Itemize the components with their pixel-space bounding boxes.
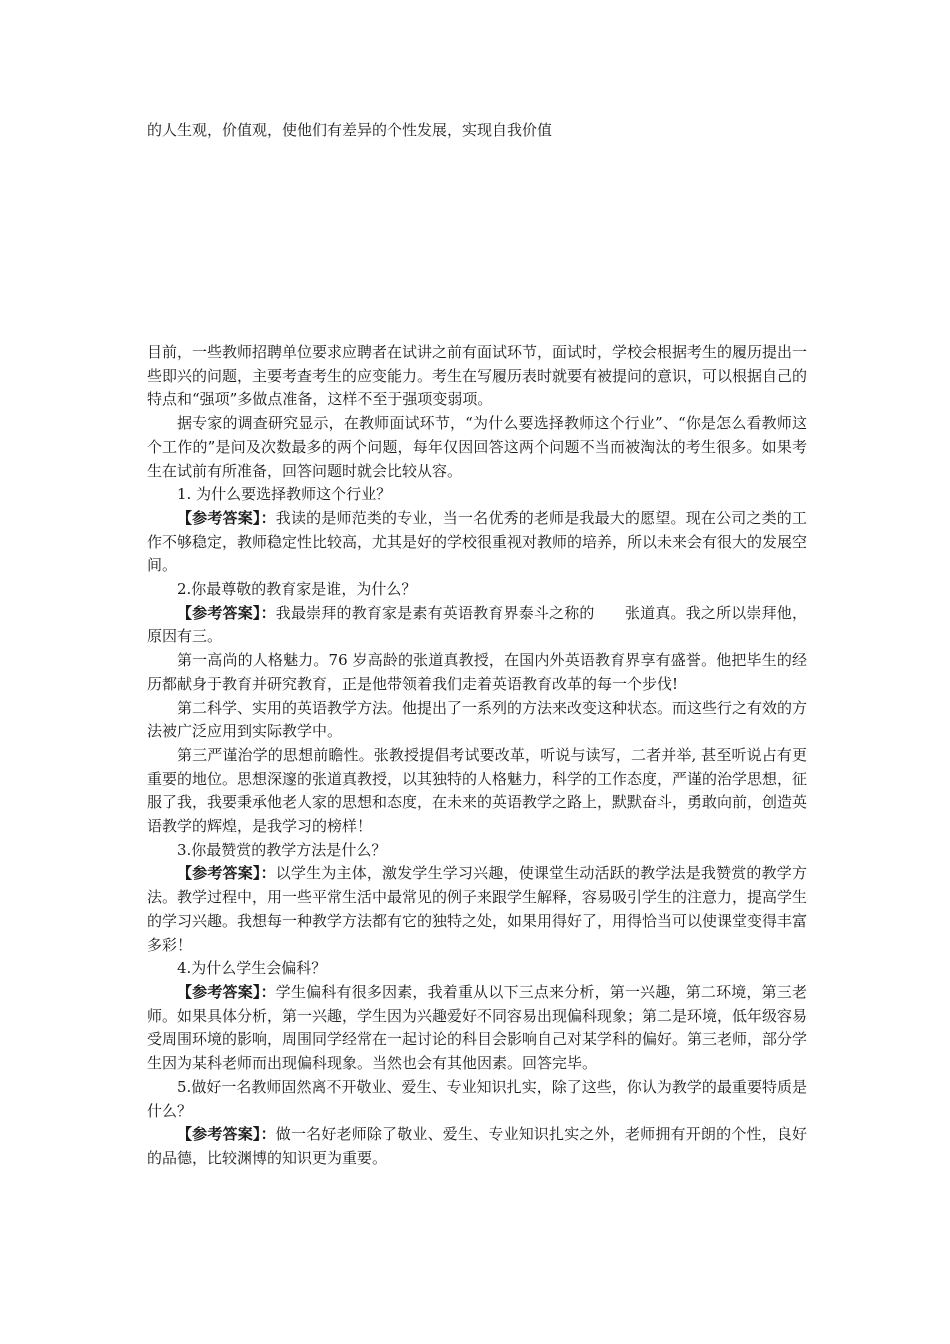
question-2: [147, 578, 807, 602]
answer-2: [147, 602, 807, 649]
paragraph-text: 据专家的调查研究显示，在教师面试环节，“为什么要选择教师这个行业”、“你是怎么看教师这个工作的”是问及次数最多的两个问题，每年仅因回答这两个问题不当而被淘汰的考生很多。如果考生在试前有所准备，回答问题时就会比较从容。: [147, 414, 807, 480]
answer-2-point-1: [147, 649, 807, 696]
answer-label: 【参考答案】：: [177, 1125, 276, 1144]
question-text: 2.你最尊敬的教育家是谁，为什么？: [177, 580, 417, 599]
answer-2-point-3: [147, 744, 807, 839]
question-1: [147, 483, 807, 507]
answer-label: 【参考答案】：: [177, 508, 276, 527]
question-text: 4.为什么学生会偏科？: [177, 959, 327, 978]
question-text: 5.做好一名教师固然离不开敬业、爱生、专业知识扎实，除了这些，你认为教学的最重要特质是什么？: [147, 1077, 807, 1120]
answer-2-point-2: [147, 697, 807, 744]
answer-text: 以学生为主体，激发学生学习兴趣，使课堂生动活跃的教学法是我赞赏的教学方法。教学过程中，用一些平常生活中最常见的例子来跟学生解释，容易吸引学生的注意力，提高学生的学习兴趣。我想每一种教学方法都有它的独特之处，如果用得好了，用得恰当可以使课堂变得丰富多彩！: [147, 864, 808, 954]
top-line-text: 的人生观，价值观，使他们有差异的个性发展，实现自我价值: [147, 121, 553, 139]
question-5: [147, 1076, 807, 1123]
answer-text: 做一名好老师除了敬业、爱生、专业知识扎实之外，老师拥有开朗的个性，良好的品德，比较渊博的知识更为重要。: [147, 1125, 807, 1167]
question-text: 1. 为什么要选择教师这个行业？: [177, 485, 392, 504]
paragraph-text: 第一高尚的人格魅力。76 岁高龄的张道真教授，在国内外英语教育界享有盛誉。他把毕生的经历都献身于教育并研究教育，正是他带领着我们走着英语教育改革的每一个步伐!: [147, 651, 807, 693]
paragraph-text: 目前，一些教师招聘单位要求应聘者在试讲之前有面试环节，面试时，学校会根据考生的履历提出一些即兴的问题，主要考查考生的应变能力。考生在写履历表时就要有被提问的意识，可以根据自己的特点和“强项”多做点准备，这样不至于强项变弱项。: [147, 343, 808, 409]
answer-text: 学生偏科有很多因素，我着重从以下三点来分析，第一兴趣，第二环境，第三老师。如果具体分析，第一兴趣，学生因为兴趣爱好不同容易出现偏科现象；第二是环境，低年级容易受周围环境的影响，周围同学经常在一起讨论的科目会影响自己对某学科的偏好。第三老师，部分学生因为某科老师而出现偏科现象。当然也会有其他因素。回答完毕。: [147, 982, 808, 1073]
answer-5: [147, 1123, 807, 1170]
paragraph-text: 第三严谨治学的思想前瞻性。张教授提倡考试要改革，听说与读写，二者并举, 甚至听说占有更重要的地位。思想深邃的张道真教授，以其独特的人格魅力，科学的工作态度，严谨的治学思想，征服了我，我要秉承他老人家的思想和态度，在未来的英语教学之路上，默默奋斗，勇敢向前，创造英语教学的辉煌，是我学习的榜样！: [147, 745, 808, 836]
answer-label: 【参考答案】：: [177, 603, 276, 622]
document-body: [147, 341, 807, 1171]
answer-3: [147, 862, 807, 957]
answer-4: [147, 981, 807, 1076]
paragraph-text: 第二科学、实用的英语教学方法。他提出了一系列的方法来改变这种状态。而这些行之有效的方法被广泛应用到实际教学中。: [147, 698, 808, 741]
answer-label: 【参考答案】：: [177, 982, 276, 1001]
paragraph-research: [147, 412, 807, 483]
paragraph-intro: [147, 341, 807, 412]
answer-text: 我最崇拜的教育家是素有英语教育界泰斗之称的 张道真。我之所以崇拜他，原因有三。: [147, 603, 807, 646]
question-4: [147, 957, 807, 981]
answer-label: 【参考答案】：: [177, 864, 276, 883]
question-3: [147, 839, 807, 863]
question-text: 3.你最赞赏的教学方法是什么？: [177, 840, 387, 859]
answer-1: [147, 507, 807, 578]
answer-text: 我读的是师范类的专业，当一名优秀的老师是我最大的愿望。现在公司之类的工作不够稳定，教师稳定性比较高，尤其是好的学校很重视对教师的培养，所以未来会有很大的发展空间。: [147, 508, 808, 575]
